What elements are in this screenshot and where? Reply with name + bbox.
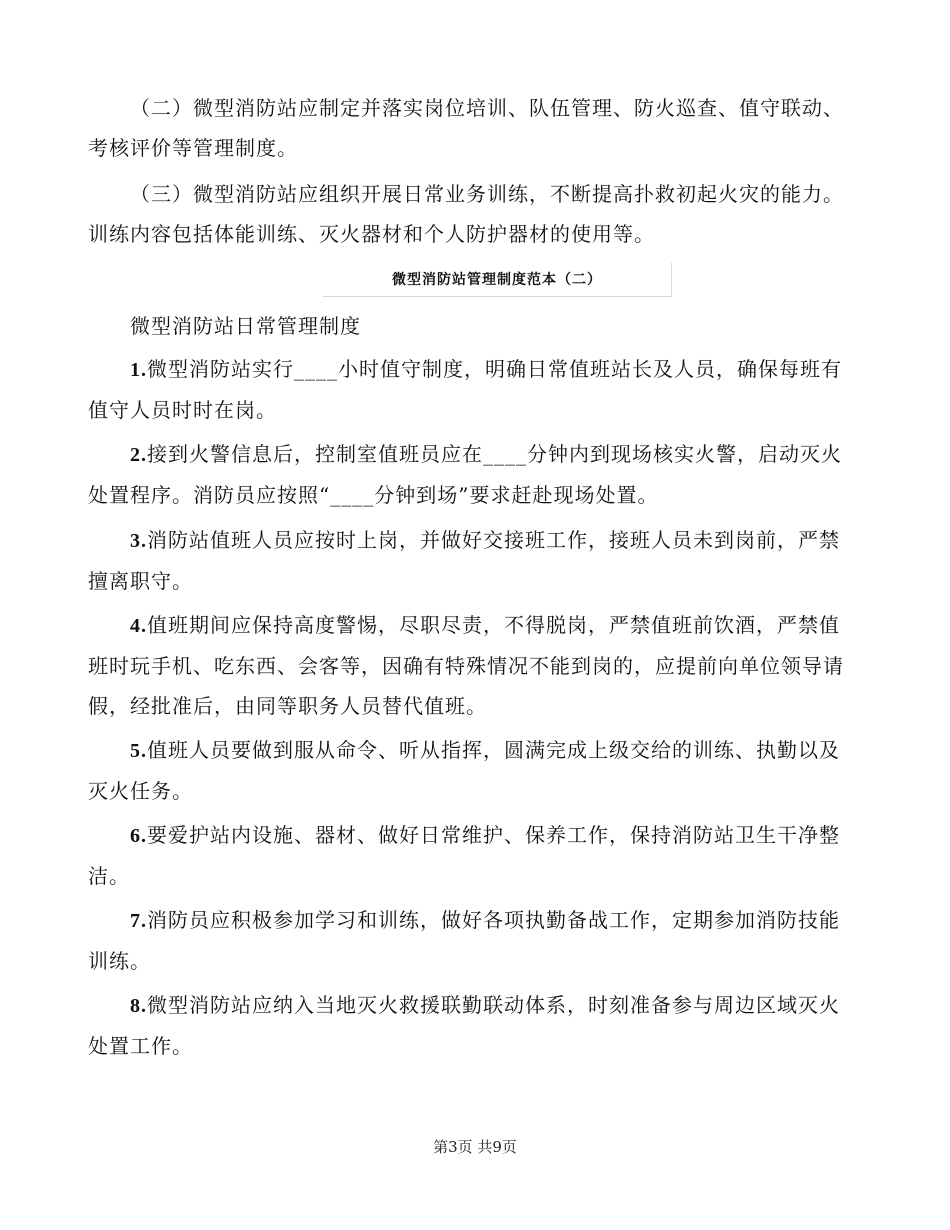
item-number: 1.	[130, 359, 147, 381]
paragraph-3: （三）微型消防站应组织开展日常业务训练，不断提高扑救初起火灾的能力。训练内容包括体能训练、灭火器材和个人防护器材的使用等。	[88, 182, 844, 246]
item-number: 6.	[130, 825, 147, 847]
item-text: 值班期间应保持高度警惕，尽职尽责，不得脱岗，严禁值班前饮酒，严禁值班时玩手机、吃东西、会客等，因确有特殊情况不能到岗的，应提前向单位领导请假，经批准后，由同等职务人员替代值班。	[88, 613, 844, 718]
item-number: 3.	[130, 530, 147, 552]
item-text: 要爱护站内设施、器材、做好日常维护、保养工作，保持消防站卫生干净整洁。	[88, 823, 840, 888]
item-number: 2.	[130, 444, 147, 466]
item-number: 8.	[130, 995, 147, 1017]
item-number: 5.	[130, 740, 147, 762]
list-item-3	[88, 520, 858, 601]
list-item-4	[88, 605, 858, 726]
paragraph-2: （二）微型消防站应制定并落实岗位培训、队伍管理、防火巡查、值守联动、考核评价等管理制度。	[88, 96, 844, 160]
item-text: 微型消防站实行____小时值守制度，明确日常值班站长及人员，确保每班有值守人员时时在岗。	[88, 357, 842, 422]
item-number: 7.	[130, 910, 147, 932]
list-item-5	[88, 730, 858, 811]
list-item-6	[88, 815, 858, 896]
list-item-7	[88, 900, 858, 981]
section-title: 微型消防站管理制度范本（二）	[323, 263, 672, 297]
item-number: 4.	[130, 615, 147, 637]
item-text: 消防员应积极参加学习和训练，做好各项执勤备战工作，定期参加消防技能训练。	[88, 908, 840, 973]
list-item-2	[88, 434, 858, 515]
list-item-8	[88, 985, 858, 1066]
item-text: 值班人员要做到服从命令、听从指挥，圆满完成上级交给的训练、执勤以及灭火任务。	[88, 738, 840, 803]
subtitle: 微型消防站日常管理制度	[130, 314, 361, 338]
item-text: 接到火警信息后，控制室值班员应在____分钟内到现场核实火警，启动灭火处置程序。消防员应按照“____分钟到场”要求赶赴现场处置。	[88, 442, 842, 507]
list-item-1	[88, 349, 858, 430]
item-text: 微型消防站应纳入当地灭火救援联勤联动体系，时刻准备参与周边区域灭火处置工作。	[88, 993, 840, 1058]
page-footer: 第3页 共9页	[433, 1138, 517, 1156]
item-text: 消防站值班人员应按时上岗，并做好交接班工作，接班人员未到岗前，严禁擅离职守。	[88, 528, 840, 593]
